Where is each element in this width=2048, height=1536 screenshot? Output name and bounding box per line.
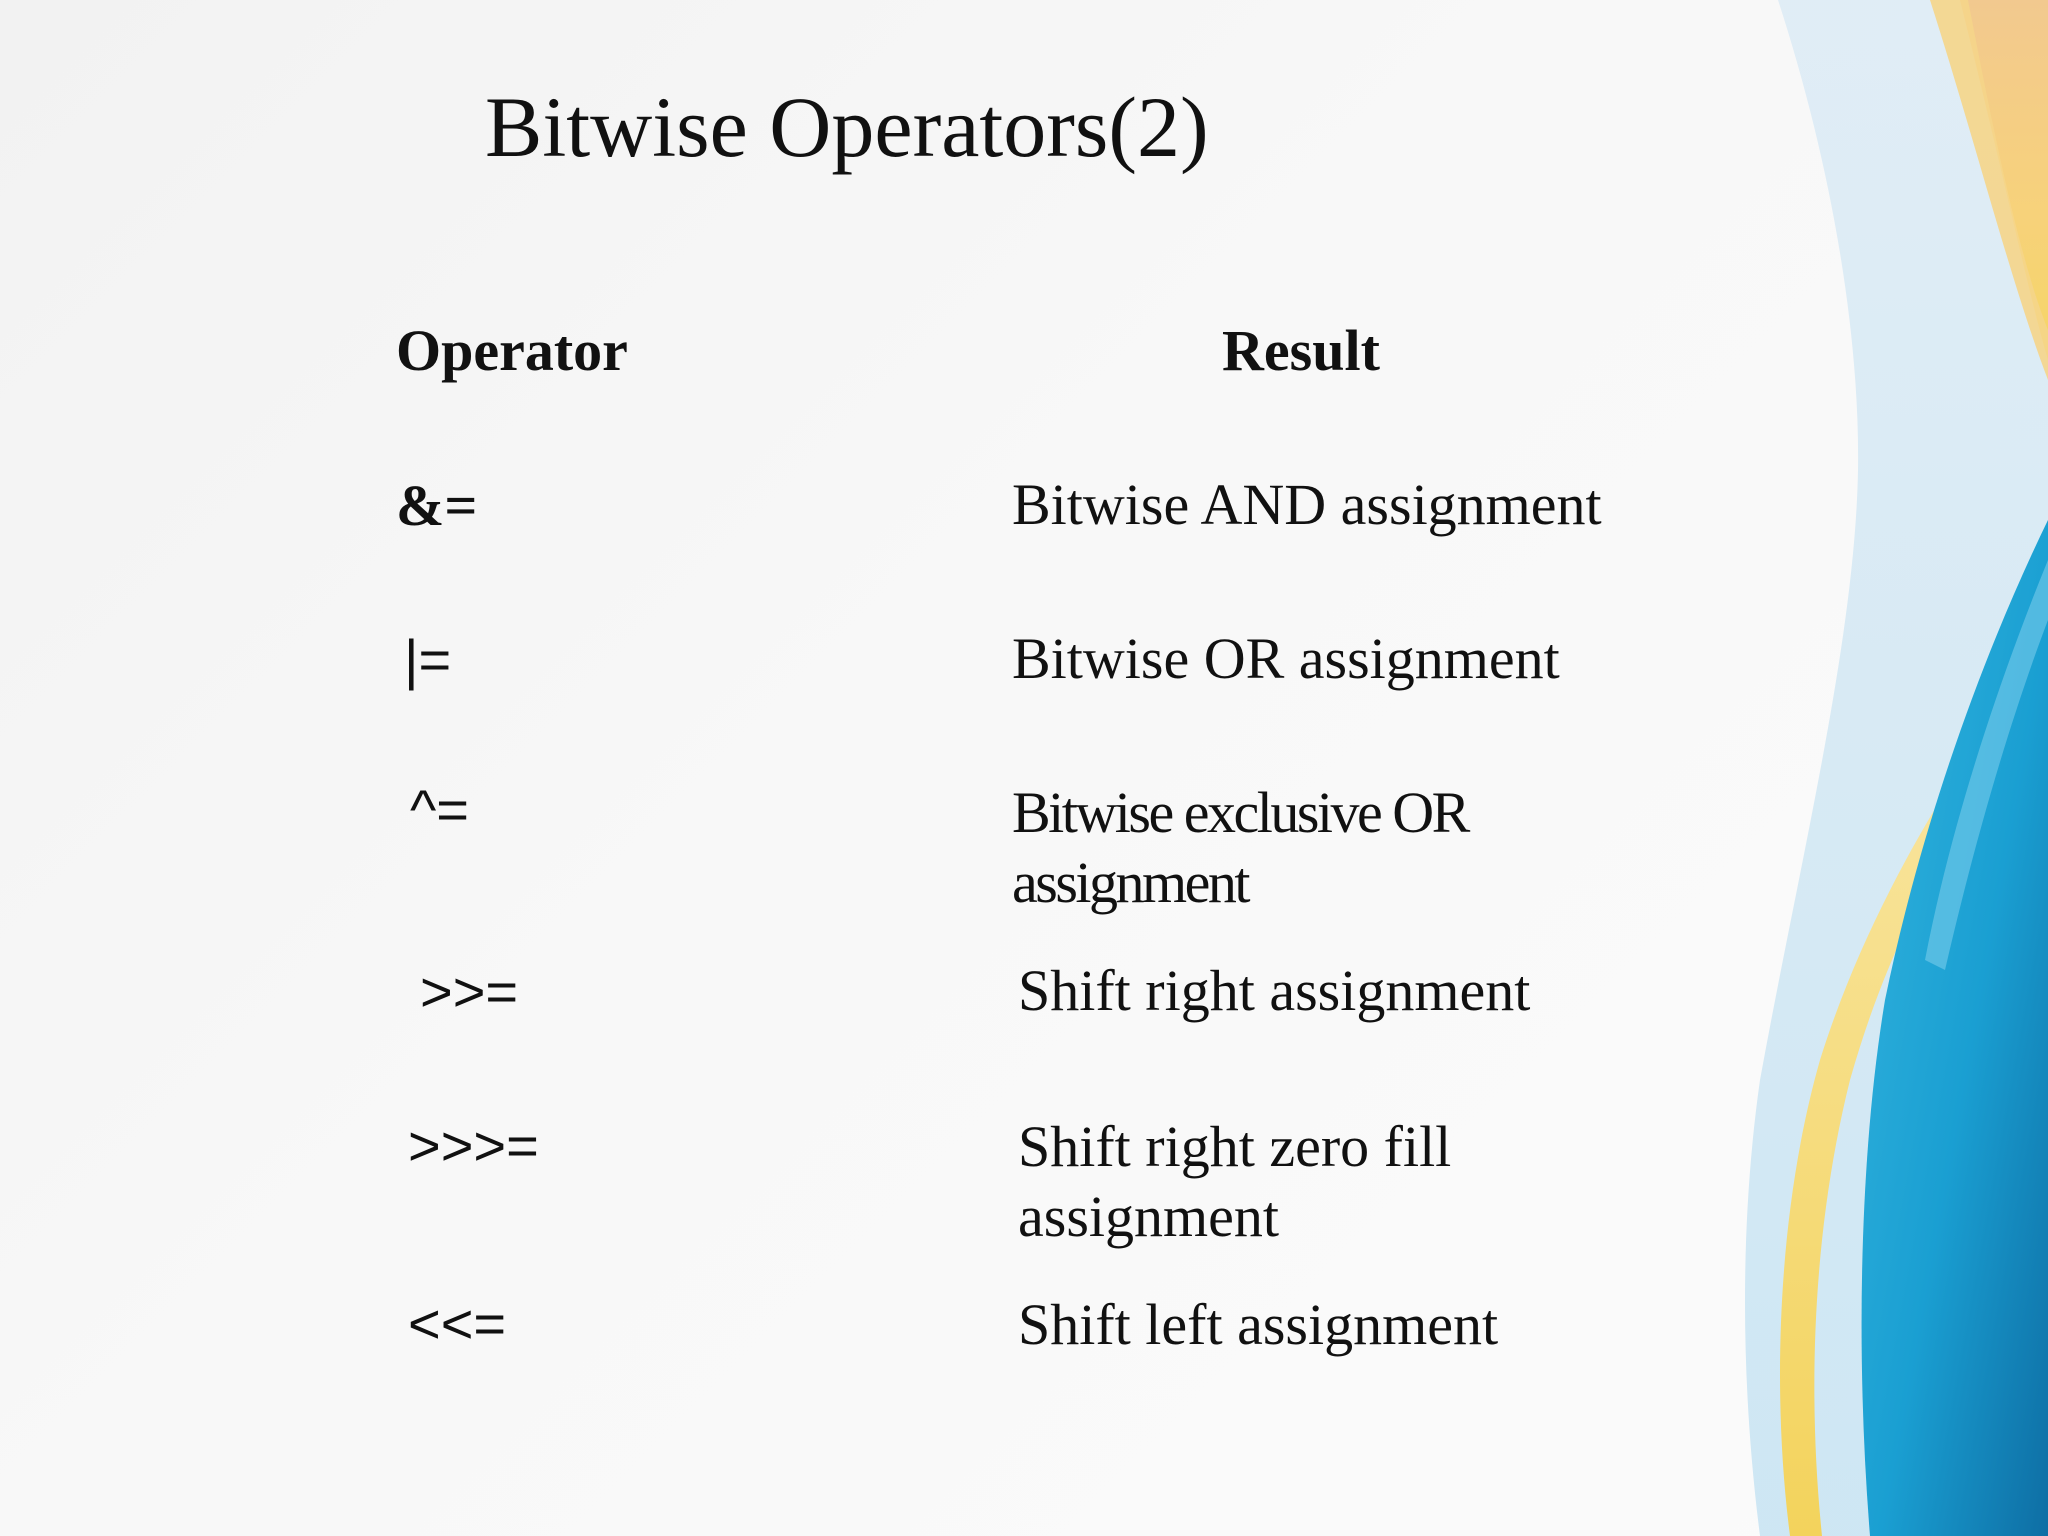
result-shift-right-zero-fill-assign: Shift right zero fill assignment bbox=[1018, 1114, 1452, 1249]
operator-shift-right-assign: >>= bbox=[420, 960, 519, 1023]
operator-xor-assign: ^= bbox=[410, 778, 469, 841]
result-shift-right-assign: Shift right assignment bbox=[1018, 958, 1531, 1023]
result-shift-left-assign: Shift left assignment bbox=[1018, 1292, 1499, 1357]
operator-and-assign: &= bbox=[396, 473, 478, 538]
result-and-assign: Bitwise AND assignment bbox=[1012, 472, 1602, 537]
column-header-operator: Operator bbox=[396, 318, 628, 383]
wave-orange-band bbox=[1960, 0, 2048, 360]
result-or-assign: Bitwise OR assignment bbox=[1012, 626, 1560, 691]
result-xor-assign: Bitwise exclusive OR assignment bbox=[1012, 780, 1468, 915]
wave-blue-swoosh bbox=[1862, 520, 2048, 1536]
wave-light-band bbox=[1745, 0, 2048, 1536]
wave-yellow-ribbon bbox=[1780, 640, 2048, 1536]
operator-shift-right-zero-fill-assign: >>>= bbox=[408, 1114, 539, 1177]
operator-shift-left-assign: <<= bbox=[408, 1292, 507, 1355]
operator-or-assign: |= bbox=[404, 628, 452, 691]
column-header-result: Result bbox=[1222, 318, 1380, 383]
slide-title: Bitwise Operators(2) bbox=[485, 79, 1209, 175]
